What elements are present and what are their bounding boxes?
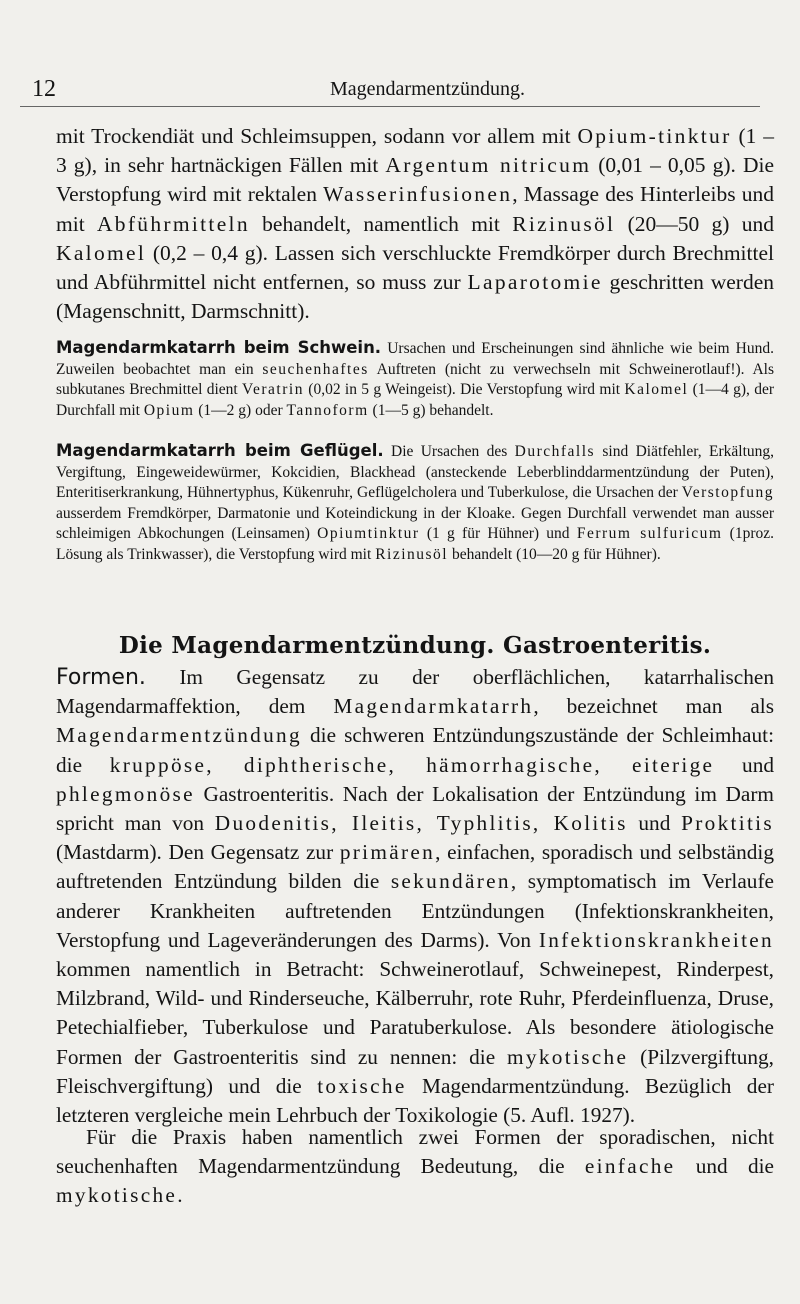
emphasis: kruppöse, diphtherische, hämorrhagische, eiterige	[109, 752, 715, 777]
text: (1 g für Hühner) und	[419, 525, 577, 543]
text: , bezeichnet man als	[533, 694, 774, 719]
paragraph-practice	[56, 1123, 774, 1211]
running-title: Magendarmentzündung.	[330, 78, 525, 100]
emphasis: mykotische	[56, 1183, 178, 1208]
text: , Massage des Hinterleibs und mit	[56, 182, 774, 236]
paragraph-poultry	[56, 441, 774, 566]
text: (1proz. Lösung als Trinkwasser), die Verstopfung wird mit	[56, 525, 774, 563]
emphasis: Proktitis	[681, 811, 774, 836]
text: (0,2 – 0,4 g). Lassen sich verschluckte Fremdkörper durch Brechmittel und Abführmittel nicht entfernen, so muss zur	[56, 240, 774, 295]
page-header	[20, 72, 760, 107]
text: , einfachen, sporadisch und selbständig auftretenden Entzündung bilden die	[56, 840, 774, 894]
emphasis: Wasserinfusionen	[323, 182, 513, 207]
paragraph-forms	[56, 663, 774, 1130]
text: behandelt, namentlich mit	[249, 211, 513, 236]
emphasis: seuchenhaftes	[262, 360, 369, 378]
text: Gastroenteritis. Nach der Lokalisation der Entzündung im Darm spricht man von	[56, 781, 774, 836]
emphasis: Durchfalls	[514, 443, 596, 460]
text: Ursachen und Erscheinungen sind ähnliche wie beim Hund. Zuweilen beobachtet man ein	[56, 340, 774, 378]
text: , symptomatisch im Verlaufe anderer Krankheiten auftretenden Entzündungen (Infektionskrankheiten, Verstopfung und Lageveränderungen des Darms). Von	[56, 869, 774, 952]
emphasis: Duodenitis, Ileitis, Typhlitis, Kolitis	[214, 811, 628, 836]
text: und	[714, 752, 774, 777]
text: mit Trockendiät und Schleimsuppen, sodann vor allem mit	[56, 124, 578, 148]
emphasis: Laparotomie	[467, 270, 603, 295]
emphasis: primären	[339, 840, 436, 865]
text: (20—50 g) und	[615, 211, 774, 236]
text: ausserdem Fremdkörper, Darmatonie und Koteindickung in der Kloake. Gegen Durchfall verwendet man ausser schleimigen Abkochungen (Leinsamen)	[56, 504, 774, 543]
text: die schweren Entzündungszustände der Schleimhaut: die	[56, 723, 774, 777]
text: (1 – 3 g), in sehr hartnäckigen Fällen mit	[56, 124, 774, 178]
emphasis: Opiumtinktur	[317, 525, 420, 543]
emphasis: Kalomel	[624, 381, 689, 398]
text: und die	[675, 1154, 774, 1179]
emphasis: Tannoform	[286, 401, 369, 419]
emphasis: Veratrin	[242, 381, 304, 398]
text: (Pilzvergiftung, Fleischvergiftung) und die	[56, 1044, 774, 1098]
text: sind Diätfehler, Erkältung, Vergiftung, Eingeweidewürmer, Kokcidien, Blackhead (ansteckende Leberblinddarmentzündung der Puten), Enteritiserkrankung, Hühnertyphus, Kükenruhr, Geflügelcholera und Tuberkulose, die Ursachen der	[56, 443, 775, 502]
text: Für die Praxis haben namentlich zwei Formen der sporadischen, nicht seuchenhaften Magendarmentzündung Bedeutung, die	[56, 1125, 774, 1179]
emphasis: toxische	[317, 1073, 407, 1098]
emphasis: Ferrum sulfuricum	[576, 525, 723, 543]
text: (0,01 – 0,05 g). Die Verstopfung wird mit rektalen	[56, 153, 774, 207]
emphasis: Magendarmkatarrh	[333, 694, 534, 719]
emphasis: sekundären	[390, 869, 511, 894]
emphasis: Abführmitteln	[96, 211, 250, 236]
page-number: 12	[32, 76, 56, 102]
text: Magendarmentzündung. Bezüglich der letzteren vergleiche mein Lehrbuch der Toxikologie (5. Aufl. 1927).	[56, 1073, 774, 1128]
emphasis: Opium	[143, 401, 195, 419]
text: Im Gegensatz zu der oberflächlichen, katarrhalischen Magendarmaffektion, dem	[56, 665, 774, 719]
text: behandelt (10—20 g für Hühner).	[448, 545, 661, 563]
text: geschritten werden (Magenschnitt, Darmschnitt).	[56, 270, 774, 324]
text: Auftreten (nicht zu verwechseln mit Schweinerotlauf!). Als subkutanes Brechmittel dient	[56, 360, 774, 398]
emphasis: Kalomel	[56, 240, 147, 265]
text: (Mastdarm). Den Gegensatz zur	[56, 840, 340, 865]
emphasis: Infektionskrankheiten	[538, 927, 774, 952]
text: (1—5 g) behandelt.	[368, 401, 494, 419]
text: (1—4 g), der Durchfall mit	[56, 381, 774, 419]
emphasis: einfache	[584, 1154, 676, 1179]
emphasis: Verstopfung	[681, 484, 774, 502]
emphasis: Magendarmentzündung	[56, 723, 302, 748]
emphasis: Rizinusöl	[375, 545, 449, 563]
emphasis: mykotische	[507, 1044, 629, 1069]
paragraph-heading: Formen.	[56, 665, 146, 690]
text: .	[177, 1183, 183, 1208]
paragraph-treatment-dog	[56, 122, 774, 326]
paragraph-heading: Magendarmkatarrh beim Geflügel.	[56, 441, 384, 460]
section-title: Die Magendarmentzündung. Gastroenteritis.	[118, 632, 712, 659]
paragraph-pig	[56, 338, 774, 421]
text: kommen namentlich in Betracht: Schweinerotlauf, Schweinepest, Rinderpest, Milzbrand, Wild- und Rinderseuche, Kälberruhr, rote Ruhr, Pferdeinfluenza, Druse, Petechialfieber, Tuberkulose und Paratuberkulose. Als besondere ätiologische Formen der Gastroenteritis sind zu nennen: die	[56, 957, 774, 1069]
emphasis: Opium-tinktur	[577, 124, 732, 148]
emphasis: phlegmonöse	[56, 781, 195, 806]
text: (1—2 g) oder	[194, 401, 287, 419]
text: Die Ursachen des	[383, 443, 515, 460]
emphasis: Rizinusöl	[512, 211, 616, 236]
paragraph-heading: Magendarmkatarrh beim Schwein.	[56, 338, 382, 357]
emphasis: Argentum nitricum	[385, 153, 592, 178]
text: (0,02 in 5 g Weingeist). Die Verstopfung wird mit	[303, 381, 625, 398]
text: und	[627, 811, 682, 836]
